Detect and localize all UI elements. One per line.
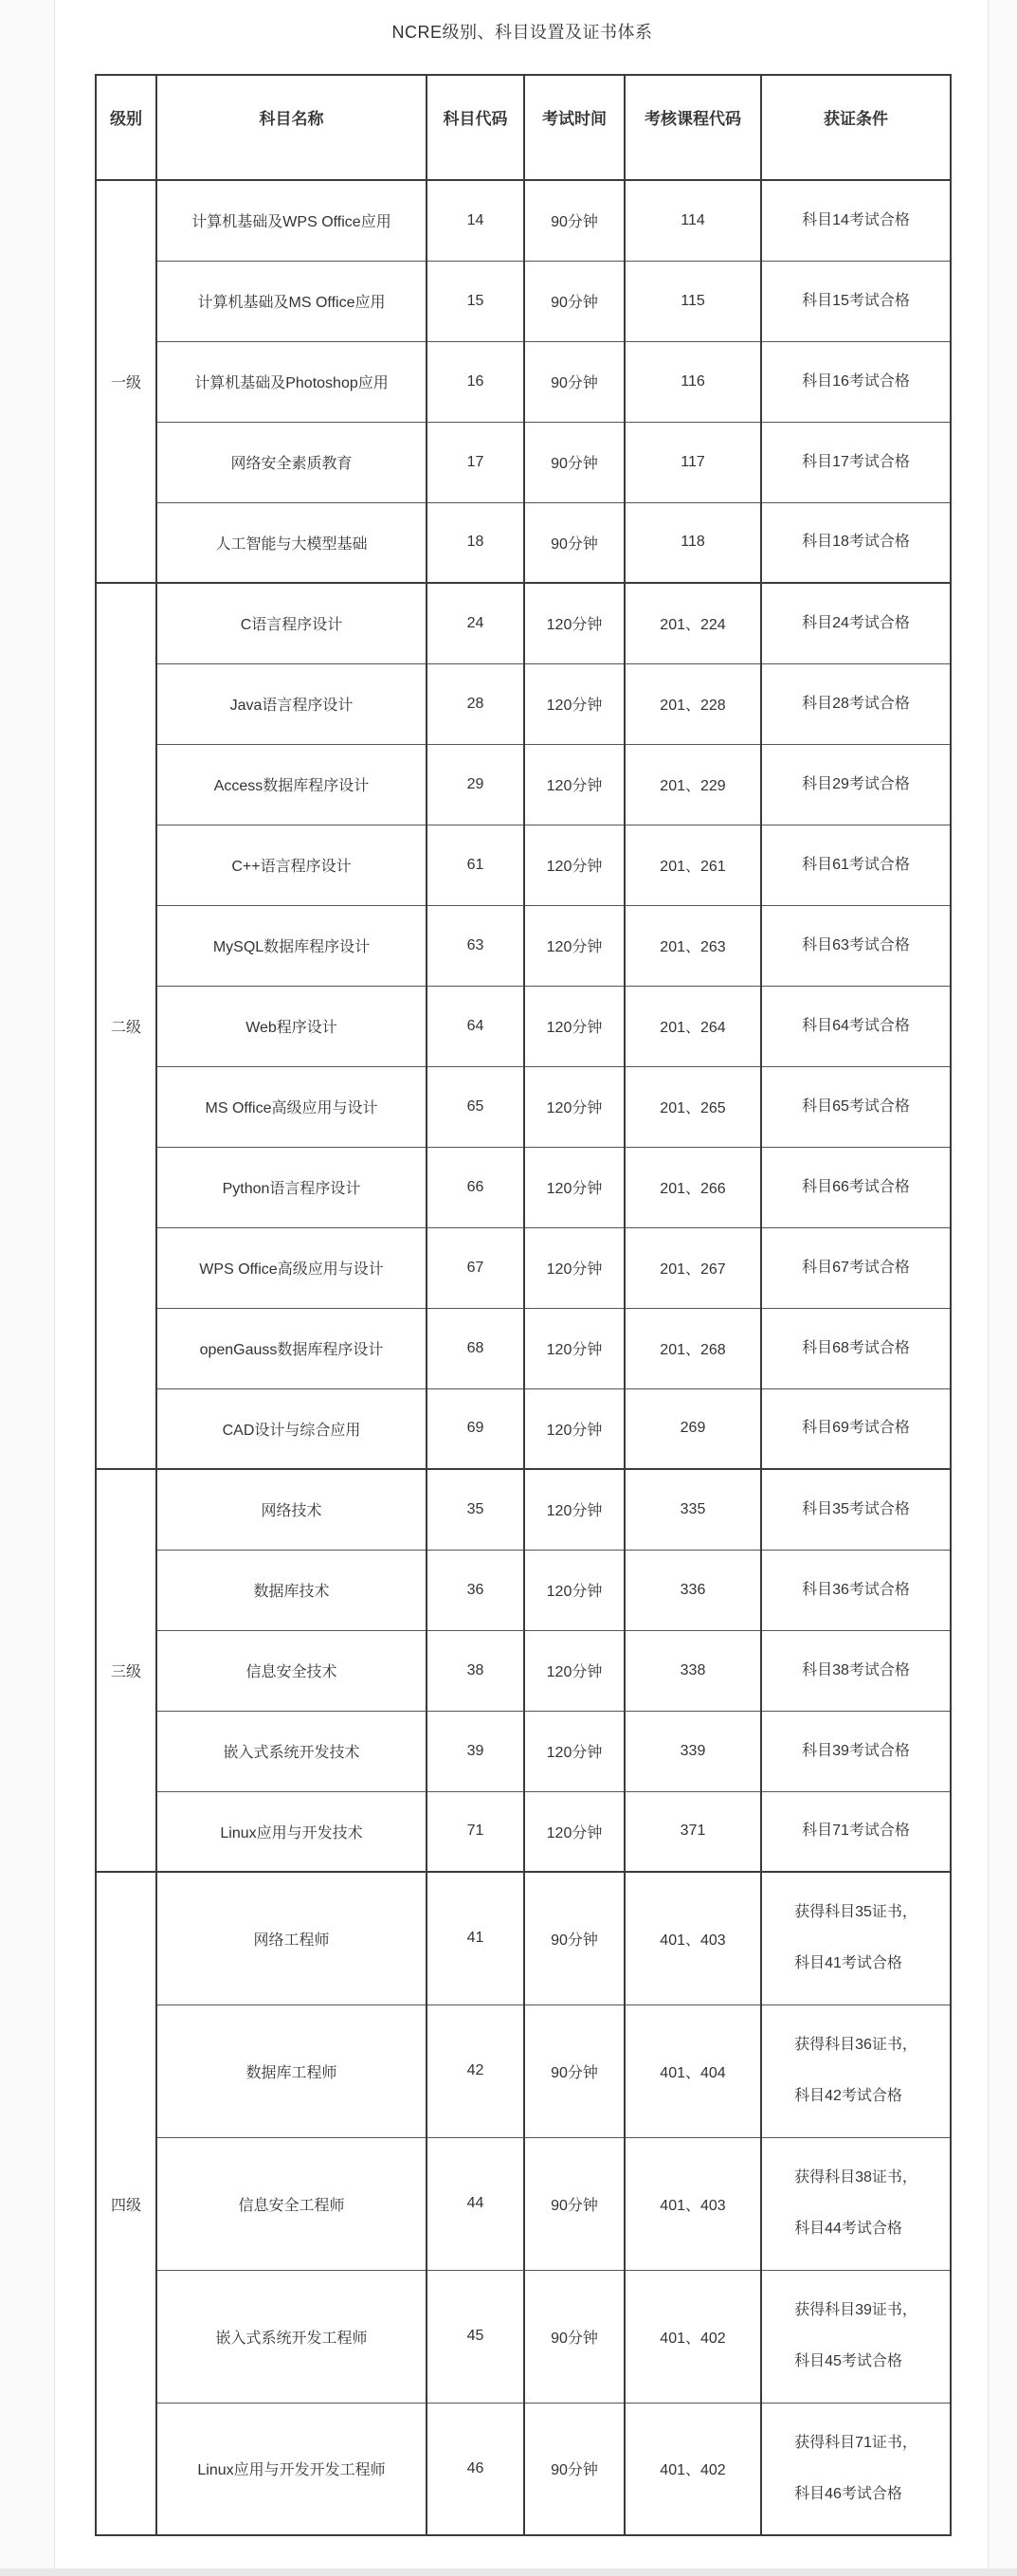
subject-cell: Linux应用与开发技术 <box>156 1791 427 1872</box>
course-codes-cell: 115 <box>625 261 761 341</box>
cert-condition-text <box>802 1500 910 1519</box>
subject-cell: CAD设计与综合应用 <box>156 1388 427 1469</box>
cert-condition-cell <box>761 2005 951 2137</box>
page-left-gutter <box>0 0 55 2570</box>
subject-code-cell: 68 <box>427 1308 524 1388</box>
cert-condition-line: 科目14考试合格 <box>802 211 910 228</box>
course-codes-cell: 114 <box>625 180 761 261</box>
exam-duration-cell: 90分钟 <box>524 261 625 341</box>
subject-cell: C语言程序设计 <box>156 583 427 663</box>
cert-condition-cell <box>761 1227 951 1308</box>
page-bottom-strip <box>0 2568 1017 2576</box>
cert-condition-line: 科目24考试合格 <box>802 614 910 631</box>
table-row <box>96 1791 951 1872</box>
subject-cell: MS Office高级应用与设计 <box>156 1066 427 1147</box>
course-codes-cell: 338 <box>625 1630 761 1711</box>
course-codes-cell: 116 <box>625 341 761 422</box>
cert-condition-text <box>802 1178 910 1197</box>
subject-cell: 网络工程师 <box>156 1872 427 2005</box>
cert-condition-cell <box>761 744 951 825</box>
page-right-gutter <box>988 0 1017 2570</box>
exam-duration-cell: 90分钟 <box>524 2403 625 2535</box>
subject-cell: 计算机基础及WPS Office应用 <box>156 180 427 261</box>
subject-code-cell: 38 <box>427 1630 524 1711</box>
exam-duration-cell: 120分钟 <box>524 1227 625 1308</box>
cert-condition-cell <box>761 422 951 502</box>
cert-condition-cell <box>761 341 951 422</box>
level-cell: 一级 <box>96 180 156 583</box>
cert-condition-text <box>802 695 910 714</box>
cert-condition-cell <box>761 1469 951 1550</box>
cert-condition-text <box>802 775 910 794</box>
cert-condition-text <box>802 1259 910 1278</box>
cert-condition-cell <box>761 1550 951 1630</box>
col-header-course-codes: 考核课程代码 <box>625 75 761 180</box>
subject-cell: 人工智能与大模型基础 <box>156 502 427 583</box>
subject-code-cell: 39 <box>427 1711 524 1791</box>
table-row <box>96 180 951 261</box>
table-row <box>96 1872 951 2005</box>
cert-condition-line: 科目64考试合格 <box>802 1017 910 1034</box>
cert-condition-line: 科目28考试合格 <box>802 695 910 712</box>
subject-cell: 计算机基础及MS Office应用 <box>156 261 427 341</box>
subject-cell: 信息安全技术 <box>156 1630 427 1711</box>
exam-duration-cell: 90分钟 <box>524 1872 625 2005</box>
table-row <box>96 2137 951 2270</box>
table-row <box>96 1147 951 1227</box>
exam-duration-cell: 90分钟 <box>524 2005 625 2137</box>
cert-condition-cell <box>761 1066 951 1147</box>
col-header-exam-time: 考试时间 <box>524 75 625 180</box>
cert-condition-cell <box>761 1630 951 1711</box>
level-cell: 四级 <box>96 1872 156 2535</box>
cert-condition-text <box>794 2036 917 2106</box>
cert-condition-line: 科目15考试合格 <box>802 292 910 309</box>
cert-condition-cell <box>761 261 951 341</box>
course-codes-cell: 201、267 <box>625 1227 761 1308</box>
cert-condition-text <box>794 2301 917 2371</box>
subject-code-cell: 41 <box>427 1872 524 2005</box>
table-header <box>96 75 951 180</box>
course-codes-cell: 401、403 <box>625 2137 761 2270</box>
cert-condition-line: 科目67考试合格 <box>802 1259 910 1276</box>
cert-condition-line: 科目42考试合格 <box>794 2088 902 2104</box>
table-row <box>96 825 951 905</box>
subject-code-cell: 66 <box>427 1147 524 1227</box>
subject-code-cell: 29 <box>427 744 524 825</box>
cert-condition-cell <box>761 2270 951 2403</box>
exam-duration-cell: 120分钟 <box>524 1308 625 1388</box>
course-codes-cell: 269 <box>625 1388 761 1469</box>
subject-code-cell: 45 <box>427 2270 524 2403</box>
cert-condition-line: 科目66考试合格 <box>802 1178 910 1195</box>
table-row <box>96 1630 951 1711</box>
cert-condition-cell <box>761 1308 951 1388</box>
table-body <box>96 180 951 2535</box>
course-codes-cell: 401、403 <box>625 1872 761 2005</box>
table-row <box>96 1308 951 1388</box>
subject-code-cell: 67 <box>427 1227 524 1308</box>
cert-condition-cell <box>761 986 951 1066</box>
table-row <box>96 2005 951 2137</box>
subject-code-cell: 18 <box>427 502 524 583</box>
subject-code-cell: 36 <box>427 1550 524 1630</box>
cert-condition-cell <box>761 2137 951 2270</box>
cert-condition-text <box>794 1903 917 1973</box>
cert-condition-text <box>802 1017 910 1036</box>
cert-condition-line: 科目18考试合格 <box>802 534 910 551</box>
cert-condition-text <box>802 1822 910 1841</box>
course-codes-cell: 201、268 <box>625 1308 761 1388</box>
cert-condition-cell <box>761 180 951 261</box>
course-codes-cell: 201、224 <box>625 583 761 663</box>
course-codes-cell: 118 <box>625 502 761 583</box>
cert-condition-line: 科目35考试合格 <box>802 1500 910 1517</box>
table-row <box>96 1227 951 1308</box>
table-row <box>96 2270 951 2403</box>
subject-cell: Python语言程序设计 <box>156 1147 427 1227</box>
subject-code-cell: 14 <box>427 180 524 261</box>
subject-code-cell: 63 <box>427 905 524 986</box>
cert-condition-line: 科目16考试合格 <box>802 372 910 390</box>
cert-condition-line: 获得科目35证书， <box>794 1904 917 1921</box>
table-row <box>96 1550 951 1630</box>
exam-duration-cell: 120分钟 <box>524 1711 625 1791</box>
course-codes-cell: 201、263 <box>625 905 761 986</box>
exam-duration-cell: 120分钟 <box>524 1147 625 1227</box>
subject-code-cell: 35 <box>427 1469 524 1550</box>
cert-condition-line: 获得科目39证书， <box>794 2302 917 2318</box>
cert-condition-cell <box>761 1711 951 1791</box>
subject-cell: C++语言程序设计 <box>156 825 427 905</box>
course-codes-cell: 401、402 <box>625 2403 761 2535</box>
col-header-subject: 科目名称 <box>156 75 427 180</box>
col-header-level: 级别 <box>96 75 156 180</box>
level-cell: 二级 <box>96 583 156 1469</box>
cert-condition-cell <box>761 1791 951 1872</box>
exam-duration-cell: 120分钟 <box>524 1791 625 1872</box>
cert-condition-text <box>802 372 910 391</box>
cert-condition-cell <box>761 905 951 986</box>
table-row <box>96 1711 951 1791</box>
col-header-subject-code: 科目代码 <box>427 75 524 180</box>
subject-cell: Access数据库程序设计 <box>156 744 427 825</box>
cert-condition-cell <box>761 1872 951 2005</box>
cert-condition-cell <box>761 1147 951 1227</box>
course-codes-cell: 336 <box>625 1550 761 1630</box>
course-codes-cell: 201、265 <box>625 1066 761 1147</box>
course-codes-cell: 371 <box>625 1791 761 1872</box>
subject-cell: 嵌入式系统开发技术 <box>156 1711 427 1791</box>
exam-duration-cell: 120分钟 <box>524 583 625 663</box>
subject-cell: Linux应用与开发开发工程师 <box>156 2403 427 2535</box>
exam-duration-cell: 90分钟 <box>524 2137 625 2270</box>
exam-duration-cell: 120分钟 <box>524 1550 625 1630</box>
table-row <box>96 663 951 744</box>
cert-condition-line: 科目41考试合格 <box>794 1955 902 1972</box>
subject-cell: MySQL数据库程序设计 <box>156 905 427 986</box>
table-row <box>96 744 951 825</box>
exam-duration-cell: 120分钟 <box>524 1469 625 1550</box>
cert-condition-text <box>802 1581 910 1600</box>
ncre-table <box>95 74 952 2536</box>
exam-duration-cell: 120分钟 <box>524 825 625 905</box>
subject-cell: 嵌入式系统开发工程师 <box>156 2270 427 2403</box>
subject-code-cell: 42 <box>427 2005 524 2137</box>
course-codes-cell: 401、402 <box>625 2270 761 2403</box>
cert-condition-cell <box>761 825 951 905</box>
course-codes-cell: 335 <box>625 1469 761 1550</box>
exam-duration-cell: 120分钟 <box>524 986 625 1066</box>
exam-duration-cell: 90分钟 <box>524 502 625 583</box>
cert-condition-text <box>802 1339 910 1358</box>
exam-duration-cell: 120分钟 <box>524 663 625 744</box>
level-cell: 三级 <box>96 1469 156 1872</box>
cert-condition-cell <box>761 583 951 663</box>
ncre-table-container <box>95 74 952 2536</box>
exam-duration-cell: 90分钟 <box>524 2270 625 2403</box>
exam-duration-cell: 120分钟 <box>524 1630 625 1711</box>
subject-cell: 信息安全工程师 <box>156 2137 427 2270</box>
cert-condition-line: 科目46考试合格 <box>794 2485 902 2502</box>
course-codes-cell: 201、228 <box>625 663 761 744</box>
cert-condition-cell <box>761 502 951 583</box>
cert-condition-line: 科目44考试合格 <box>794 2221 902 2237</box>
table-row <box>96 1469 951 1550</box>
cert-condition-line: 科目17考试合格 <box>802 453 910 470</box>
cert-condition-line: 科目36考试合格 <box>802 1581 910 1598</box>
subject-code-cell: 28 <box>427 663 524 744</box>
subject-cell: Web程序设计 <box>156 986 427 1066</box>
table-row <box>96 986 951 1066</box>
subject-code-cell: 65 <box>427 1066 524 1147</box>
table-row <box>96 422 951 502</box>
subject-cell: 网络安全素质教育 <box>156 422 427 502</box>
table-row <box>96 341 951 422</box>
subject-code-cell: 71 <box>427 1791 524 1872</box>
exam-duration-cell: 120分钟 <box>524 1066 625 1147</box>
subject-code-cell: 15 <box>427 261 524 341</box>
cert-condition-text <box>802 453 910 472</box>
subject-cell: 计算机基础及Photoshop应用 <box>156 341 427 422</box>
subject-cell: WPS Office高级应用与设计 <box>156 1227 427 1308</box>
subject-cell: Java语言程序设计 <box>156 663 427 744</box>
subject-code-cell: 44 <box>427 2137 524 2270</box>
table-row <box>96 261 951 341</box>
cert-condition-line: 科目65考试合格 <box>802 1098 910 1115</box>
subject-code-cell: 61 <box>427 825 524 905</box>
cert-condition-line: 获得科目71证书， <box>794 2434 917 2451</box>
course-codes-cell: 401、404 <box>625 2005 761 2137</box>
course-codes-cell: 339 <box>625 1711 761 1791</box>
cert-condition-line: 科目38考试合格 <box>802 1661 910 1678</box>
exam-duration-cell: 120分钟 <box>524 905 625 986</box>
course-codes-cell: 201、264 <box>625 986 761 1066</box>
exam-duration-cell: 90分钟 <box>524 422 625 502</box>
cert-condition-cell <box>761 663 951 744</box>
cert-condition-cell <box>761 1388 951 1469</box>
table-row <box>96 583 951 663</box>
course-codes-cell: 201、266 <box>625 1147 761 1227</box>
cert-condition-line: 科目45考试合格 <box>794 2353 902 2369</box>
subject-code-cell: 16 <box>427 341 524 422</box>
cert-condition-text <box>802 614 910 633</box>
cert-condition-line: 获得科目38证书， <box>794 2169 917 2186</box>
table-row <box>96 1066 951 1147</box>
cert-condition-line: 科目63考试合格 <box>802 936 910 953</box>
table-row <box>96 2403 951 2535</box>
cert-condition-text <box>802 1661 910 1680</box>
cert-condition-line: 科目71考试合格 <box>802 1823 910 1840</box>
cert-condition-text <box>802 1742 910 1761</box>
cert-condition-text <box>794 2434 917 2504</box>
cert-condition-text <box>794 2168 917 2239</box>
cert-condition-text <box>802 211 910 230</box>
col-header-cert-condition: 获证条件 <box>761 75 951 180</box>
page-title: NCRE级别、科目设置及证书体系 <box>391 23 653 42</box>
subject-code-cell: 69 <box>427 1388 524 1469</box>
course-codes-cell: 201、229 <box>625 744 761 825</box>
table-row <box>96 905 951 986</box>
course-codes-cell: 117 <box>625 422 761 502</box>
table-row <box>96 1388 951 1469</box>
exam-duration-cell: 90分钟 <box>524 180 625 261</box>
cert-condition-text <box>802 533 910 552</box>
cert-condition-line: 获得科目36证书， <box>794 2037 917 2053</box>
cert-condition-text <box>802 936 910 955</box>
exam-duration-cell: 90分钟 <box>524 341 625 422</box>
cert-condition-cell <box>761 2403 951 2535</box>
exam-duration-cell: 120分钟 <box>524 1388 625 1469</box>
cert-condition-line: 科目29考试合格 <box>802 775 910 792</box>
cert-condition-text <box>802 1098 910 1116</box>
header-row <box>96 75 951 180</box>
cert-condition-text <box>802 1419 910 1438</box>
subject-code-cell: 17 <box>427 422 524 502</box>
cert-condition-line: 科目68考试合格 <box>802 1339 910 1356</box>
subject-code-cell: 46 <box>427 2403 524 2535</box>
cert-condition-line: 科目39考试合格 <box>802 1742 910 1759</box>
cert-condition-text <box>802 856 910 875</box>
exam-duration-cell: 120分钟 <box>524 744 625 825</box>
table-row <box>96 502 951 583</box>
subject-cell: 数据库技术 <box>156 1550 427 1630</box>
subject-code-cell: 64 <box>427 986 524 1066</box>
subject-cell: openGauss数据库程序设计 <box>156 1308 427 1388</box>
subject-cell: 数据库工程师 <box>156 2005 427 2137</box>
subject-cell: 网络技术 <box>156 1469 427 1550</box>
course-codes-cell: 201、261 <box>625 825 761 905</box>
cert-condition-text <box>802 292 910 311</box>
cert-condition-line: 科目69考试合格 <box>802 1420 910 1437</box>
cert-condition-line: 科目61考试合格 <box>802 856 910 873</box>
subject-code-cell: 24 <box>427 583 524 663</box>
